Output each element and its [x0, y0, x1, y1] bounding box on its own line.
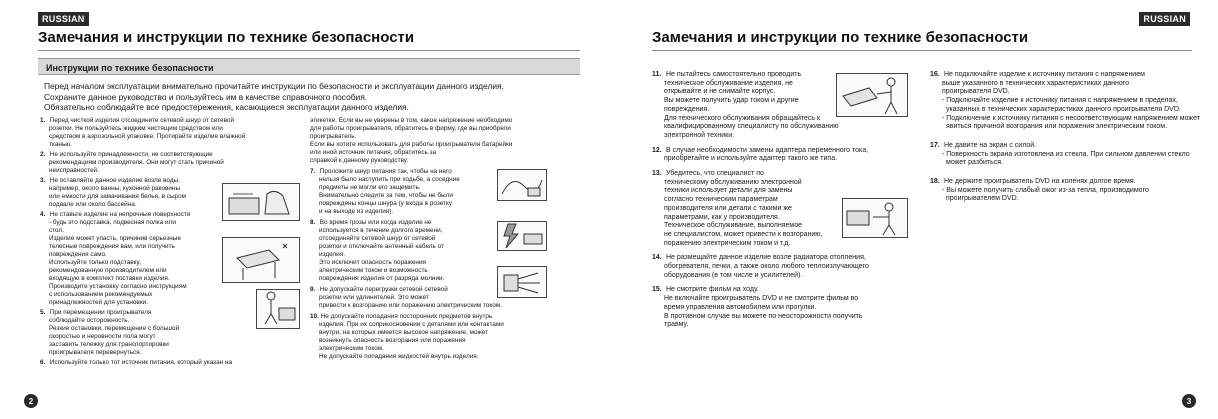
item-text: привести к возгоранию или поражению электрическим током.	[319, 302, 502, 309]
item-text: справкой к данному руководству.	[310, 157, 409, 164]
item-text: проигрыватель.	[310, 133, 357, 140]
item-bullet: - Вы можете получить слабый ожог из-за тепла, производимого проигрывателем DVD.	[942, 186, 1149, 203]
item-text: Для технического обслуживания обращайтесь к	[664, 114, 821, 122]
item-text: стол.	[49, 227, 64, 234]
item-text: Во время грозы или когда изделие не	[319, 219, 432, 226]
item-text: возникнуть опасность возгорания или поражения	[319, 337, 466, 344]
item-text: оборудования (в том числе и усилителей).	[664, 271, 803, 279]
item-text: Не используйте принадлежности, не соответствующие	[49, 151, 213, 158]
item-text: Резкие остановки, перемещение с большой	[49, 325, 180, 332]
language-badge-right: RUSSIAN	[1139, 12, 1190, 26]
intro-line: Обязательно соблюдайте все предостережения, касающиеся эксплуатации данного изделия.	[44, 102, 409, 113]
item-number: 13.	[652, 170, 662, 178]
item-text: или емкости для замачивания белья, в сыром	[49, 193, 187, 200]
item-text: электрическим током и возможность	[319, 267, 428, 274]
item-text: Не допускайте попадания посторонних предметов внутрь	[320, 313, 493, 320]
instruction-item-14	[652, 254, 914, 280]
instruction-item-16	[930, 71, 1200, 132]
item-text: Это исключит опасность поражения	[319, 259, 426, 266]
item-text: принадлежностей для установки.	[49, 299, 148, 306]
item-text: проигрывателя перевернуться.	[49, 349, 142, 356]
instruction-item-18	[930, 178, 1200, 204]
item-text: неисправностей.	[49, 167, 99, 174]
item-text: рекомендованную производителем или	[49, 267, 167, 274]
item-text: производителя или детали с такими же	[664, 204, 792, 212]
item-text: электронной техники.	[664, 131, 735, 139]
item-number: 7.	[310, 168, 316, 175]
item-text: Если вы хотите использовать для работы проигрывателя батарейки	[310, 141, 513, 148]
instruction-item-6	[40, 359, 302, 367]
item-text: травму.	[664, 321, 689, 329]
water-hazard-illustration	[222, 183, 300, 221]
item-text: тканью.	[49, 141, 72, 148]
item-text: открывайте и не снимайте корпус.	[664, 88, 776, 96]
item-text: входящую в комплект поставки изделия.	[49, 275, 170, 282]
item-text: электрическим током.	[319, 345, 384, 352]
item-text: отсоединяйте сетевой шнур от сетевой	[319, 235, 436, 242]
item-text: техники использует детали для замены	[664, 187, 793, 195]
item-bullet: - Поверхность экрана изготовлена из стекла. При сильном давлении стекло может разбиться.	[942, 150, 1190, 167]
section-header: Инструкции по технике безопасности	[38, 58, 580, 75]
instruction-item-1	[40, 117, 302, 149]
item-text: Техническое обслуживание, выполняемое	[664, 222, 802, 230]
item-number: 1.	[40, 117, 46, 124]
item-number: 6.	[40, 359, 46, 366]
instruction-item-2	[40, 151, 302, 175]
item-number: 16.	[930, 71, 940, 78]
item-text: Не держите проигрыватель DVD на коленях долгое время.	[943, 178, 1136, 186]
item-text: рекомендациям производителя. Они могут стать причиной	[49, 159, 224, 166]
title-divider-left	[38, 50, 580, 51]
item-text: выше указанного в технических характеристиках данного	[942, 79, 1130, 87]
item-number: 10.	[310, 313, 319, 320]
item-text: квалифицированному специалисту по обслуживанию	[664, 123, 839, 131]
item-text: розетки или удлинителей. Это может	[319, 294, 429, 301]
item-text: заставить тележку для транспортировки	[49, 341, 169, 348]
item-text: Не подключайте изделие к источнику питания с напряжением	[943, 71, 1145, 78]
intro-line: Перед началом эксплуатации внимательно прочитайте инструкции по безопасности и эксплуатации данного изделия.	[44, 81, 504, 91]
item-text: Изделие может упасть, причинив серьезные	[49, 235, 181, 242]
lightning-illustration	[497, 221, 547, 251]
item-text: Не пытайтесь самостоятельно проводить	[665, 71, 802, 78]
cart-moving-illustration	[256, 289, 300, 329]
item-text: не специалистом, может привести к возгоранию,	[664, 230, 823, 238]
item-text: Используйте только подставку,	[49, 259, 141, 266]
item-text: Не допускайте попадания жидкостей внутрь изделия.	[319, 353, 479, 360]
intro-line: Сохраните данное руководство и пользуйтесь им в качестве справочного пособия.	[44, 91, 368, 102]
item-text: повреждения.	[664, 105, 710, 113]
instruction-item-15	[652, 286, 914, 330]
item-text: телесные повреждения вам, или получить	[49, 243, 175, 250]
item-text: средством в аэрозольной упаковке. Протирайте изделие влажной	[49, 133, 246, 140]
item-number: 2.	[40, 151, 46, 158]
item-text: приобретайте и используйте адаптер такого же типа.	[664, 155, 838, 163]
item-text: параметрами, как у производителя.	[664, 213, 780, 221]
item-number: 17.	[930, 141, 940, 149]
item-number: 3.	[40, 177, 46, 184]
item-text: розетки и отключайте антенный кабель от	[319, 243, 444, 250]
item-number: 11.	[652, 71, 662, 78]
item-text: изделия.	[319, 251, 345, 258]
right-column-2	[930, 71, 1200, 204]
item-text: или иной источник питания, обратитесь за	[310, 149, 437, 156]
intro-text	[44, 81, 584, 113]
instruction-item-12	[652, 147, 914, 164]
item-text: Перед чисткой изделия отсоедините сетевой шнур от сетевой	[49, 117, 235, 124]
item-text: Используйте только тот источник питания, который указан на	[49, 359, 233, 366]
item-text: нельзя было наступить при ходьбе, а соседние	[319, 176, 460, 183]
page-number-right: 3	[1182, 394, 1196, 408]
title-divider-right	[652, 50, 1192, 51]
item-number: 9.	[310, 286, 316, 293]
item-text: этикетке. Если вы не уверены в том, какое напряжение необходимо	[310, 117, 513, 124]
item-text: например, около ванны, кухонной раковины	[49, 185, 181, 192]
item-text: используется в течение долгого времени,	[319, 227, 443, 234]
power-cord-illustration	[497, 169, 547, 201]
item-text: Производите установку согласно инструкциям	[49, 283, 187, 290]
item-text: согласно техническим параметрам	[664, 196, 778, 204]
item-text: скоростью и неровности пола могут	[49, 333, 156, 340]
left-column-2	[310, 117, 595, 361]
item-text: соблюдайте осторожность.	[49, 317, 130, 324]
item-text: техническое обслуживание изделия, не	[664, 79, 793, 87]
replacement-parts-illustration	[842, 198, 908, 238]
item-text: и на выходе из изделия).	[319, 208, 394, 215]
item-text: для работы проигрывателя, обратитесь в фирму, где вы приобрели	[310, 125, 511, 132]
page-title-left: Замечания и инструкции по технике безопасности	[38, 29, 415, 46]
item-text: техническому обслуживанию электронной	[664, 178, 802, 186]
item-number: 4.	[40, 211, 46, 218]
item-text: Не размещайте данное изделие возле радиатора отопления,	[665, 254, 866, 262]
item-text: обогревателя, печки, а также около любого теплоизлучающего	[664, 263, 869, 271]
page-title-right: Замечания и инструкции по технике безопасности	[652, 29, 1029, 46]
item-text: внутри, на которых имеется высокое напряжение, может	[319, 329, 489, 336]
item-text: изделия. При их соприкосновении с деталями или контактами	[319, 321, 504, 328]
item-number: 15.	[652, 286, 662, 294]
item-number: 14.	[652, 254, 662, 262]
language-badge-left: RUSSIAN	[38, 12, 89, 26]
item-text: время управления автомобилем или прогулки.	[664, 303, 817, 311]
item-number: 18.	[930, 178, 940, 186]
item-text: В противном случае вы можете по неосторожности получить	[664, 312, 863, 320]
item-text: повреждения изделия от разряда молнии.	[319, 275, 445, 282]
instruction-item-9	[310, 286, 595, 310]
item-text: розетки. Не пользуйтесь жидким чистящим средством или	[49, 125, 223, 132]
item-text: Проложите шнур питания так, чтобы на него	[319, 168, 452, 175]
item-text: Не включайте проигрыватель DVD и не смотрите фильм во	[664, 295, 859, 303]
item-text: В случае необходимости замены адаптера переменного тока,	[665, 146, 869, 154]
item-number: 5.	[40, 309, 46, 316]
item-number: 12.	[652, 146, 662, 154]
item-text: - будь это подставка, подвесная полка или	[49, 219, 176, 226]
item-text: повреждения само.	[49, 251, 107, 258]
item-text: поражению электрическим током и т.д.	[664, 239, 791, 247]
item-text: Не ставьте изделие на непрочные поверхности	[49, 211, 191, 218]
instruction-item-8	[310, 219, 490, 283]
item-text: подвале или около бассейна.	[49, 201, 137, 208]
item-text: с использованием рекомендуемых	[49, 291, 153, 298]
item-text: Не смотрите фильм на ходу.	[665, 286, 759, 294]
item-bullet: - Подключение к источнику питания с несоответствующим напряжением может явиться причиной возгорания или поражения электрическим током.	[942, 114, 1200, 131]
instruction-item-6-cont	[310, 117, 595, 165]
item-text: Не допускайте перегрузки сетевой сетевой	[319, 286, 448, 293]
item-text: повреждены концы шнура (у входа в розетку	[319, 200, 453, 207]
item-text: Вы можете получить удар током и другие	[664, 97, 799, 105]
item-text: При перемещении проигрывателя	[49, 309, 152, 316]
item-text: Не оставляйте данное изделие возле воды,	[49, 177, 180, 184]
overload-illustration	[497, 266, 547, 298]
item-text: Внимательно следите за тем, чтобы не были	[319, 192, 453, 199]
item-text: Не давите на экран с силой.	[943, 141, 1037, 149]
item-text: предметы не могли его защемить.	[319, 184, 421, 191]
item-text: Убедитесь, что специалист по	[665, 170, 764, 178]
item-text: проигрывателя DVD.	[942, 88, 1010, 96]
item-bullet: - Подключайте изделие к источнику питания с напряжением в пределах, указанных в технических характеристиках данного проигрывателя DVD.	[942, 97, 1181, 113]
item-number: 8.	[310, 219, 316, 226]
service-technician-illustration	[836, 73, 908, 117]
instruction-item-17	[930, 142, 1200, 168]
instruction-item-7	[310, 168, 490, 216]
unstable-surface-illustration	[222, 237, 300, 283]
page-number-left: 2	[24, 394, 38, 408]
instruction-item-10	[310, 313, 595, 361]
